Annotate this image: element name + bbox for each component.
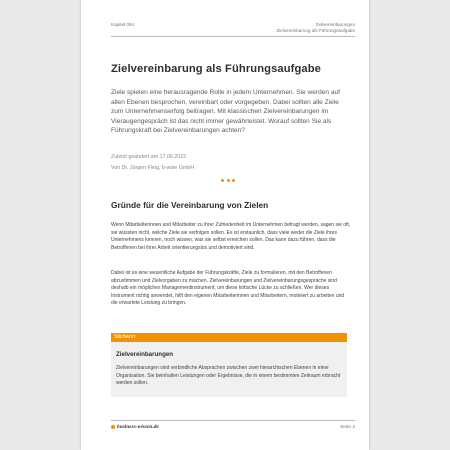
footer-divider xyxy=(111,420,355,421)
section-separator-dots xyxy=(221,179,235,182)
logo-dot-icon xyxy=(111,425,115,429)
header-right xyxy=(276,22,355,34)
dot-icon xyxy=(227,179,230,182)
keyword-box xyxy=(111,342,347,397)
page-number: Seite 2 xyxy=(340,425,355,430)
keyword-definition: Zielvereinbarungen sind verbindliche Absprachen zwischen zwei hierarchischen Ebenen in einer Organisation. Sie beinhalten Leistungen oder Ergebnisse, die in einem bestimmten Zeitraum erbracht werden sollen. xyxy=(116,365,341,387)
footer-logo xyxy=(111,424,159,430)
header-subsection: Zielvereinbarung als Führungsaufgabe xyxy=(276,28,355,33)
header-divider xyxy=(111,36,355,37)
body-paragraph-2: Dabei ist es eine wesentliche Aufgabe der Führungskräfte, Ziele zu formulieren, mit den Betroffenen abzustimmen und Zielvorgaben zu machen. Zielvereinbarungen und Zielvereinbarungsgespräche sind deshalb ein mögliches Managementinstrument, um diese kritische Lücke zu schließen. Wer dieses Instrument richtig anwendet, hilft den eigenen Mitarbeiterinnen und Mitarbeitern, motiviert zu arbeiten und die erwartete Leistung zu bringen. xyxy=(111,270,345,307)
author-line: Von Dr. Jürgen Fleig, b-wise GmbH xyxy=(111,165,195,171)
last-updated: Zuletzt geändert am 17.06.2022 xyxy=(111,154,187,160)
body-paragraph-1: Wenn Mitarbeiterinnen und Mitarbeiter zu ihrer Zufriedenheit im Unternehmen befragt werden, sagen sie oft, sie wüssten nicht, welche Ziele sie verfolgen sollen. Es ist erstaunlich, dass viele weder die Ziele ihres Unternehmens kennen, noch wissen, was sie selbst erreichen sollen. Das kann dazu führen, dass die Betroffenen bei ihrer Arbeit orientierungslos und demotiviert sind. xyxy=(111,222,351,251)
dot-icon xyxy=(221,179,224,182)
logo-text: business-wissen.de xyxy=(117,424,159,430)
header-chapter: Kapitel 094 xyxy=(111,22,134,27)
section-heading: Gründe für die Vereinbarung von Zielen xyxy=(111,200,269,210)
keyword-term: Zielvereinbarungen xyxy=(116,351,174,358)
header-section: Zielvereinbarungen xyxy=(315,22,355,27)
keyword-box-label: Stichwort xyxy=(111,333,347,342)
page-title: Zielvereinbarung als Führungsaufgabe xyxy=(111,63,321,75)
article-meta xyxy=(111,152,194,174)
dot-icon xyxy=(232,179,235,182)
intro-paragraph: Ziele spielen eine herausragende Rolle in jedem Unternehmen. Sie werden auf allen Ebenen besprochen, vereinbart oder vorgegeben. Dabei sollten alle Ziele zum Unternehmenserfolg beitragen. Mit klassischen Zielvereinbarungen im Vieraugengespräch ist das nicht immer gewährleistet. Worauf sollten Sie als Führungskraft bei Zielvereinbarungen achten? xyxy=(111,89,340,134)
document-page xyxy=(81,0,369,450)
